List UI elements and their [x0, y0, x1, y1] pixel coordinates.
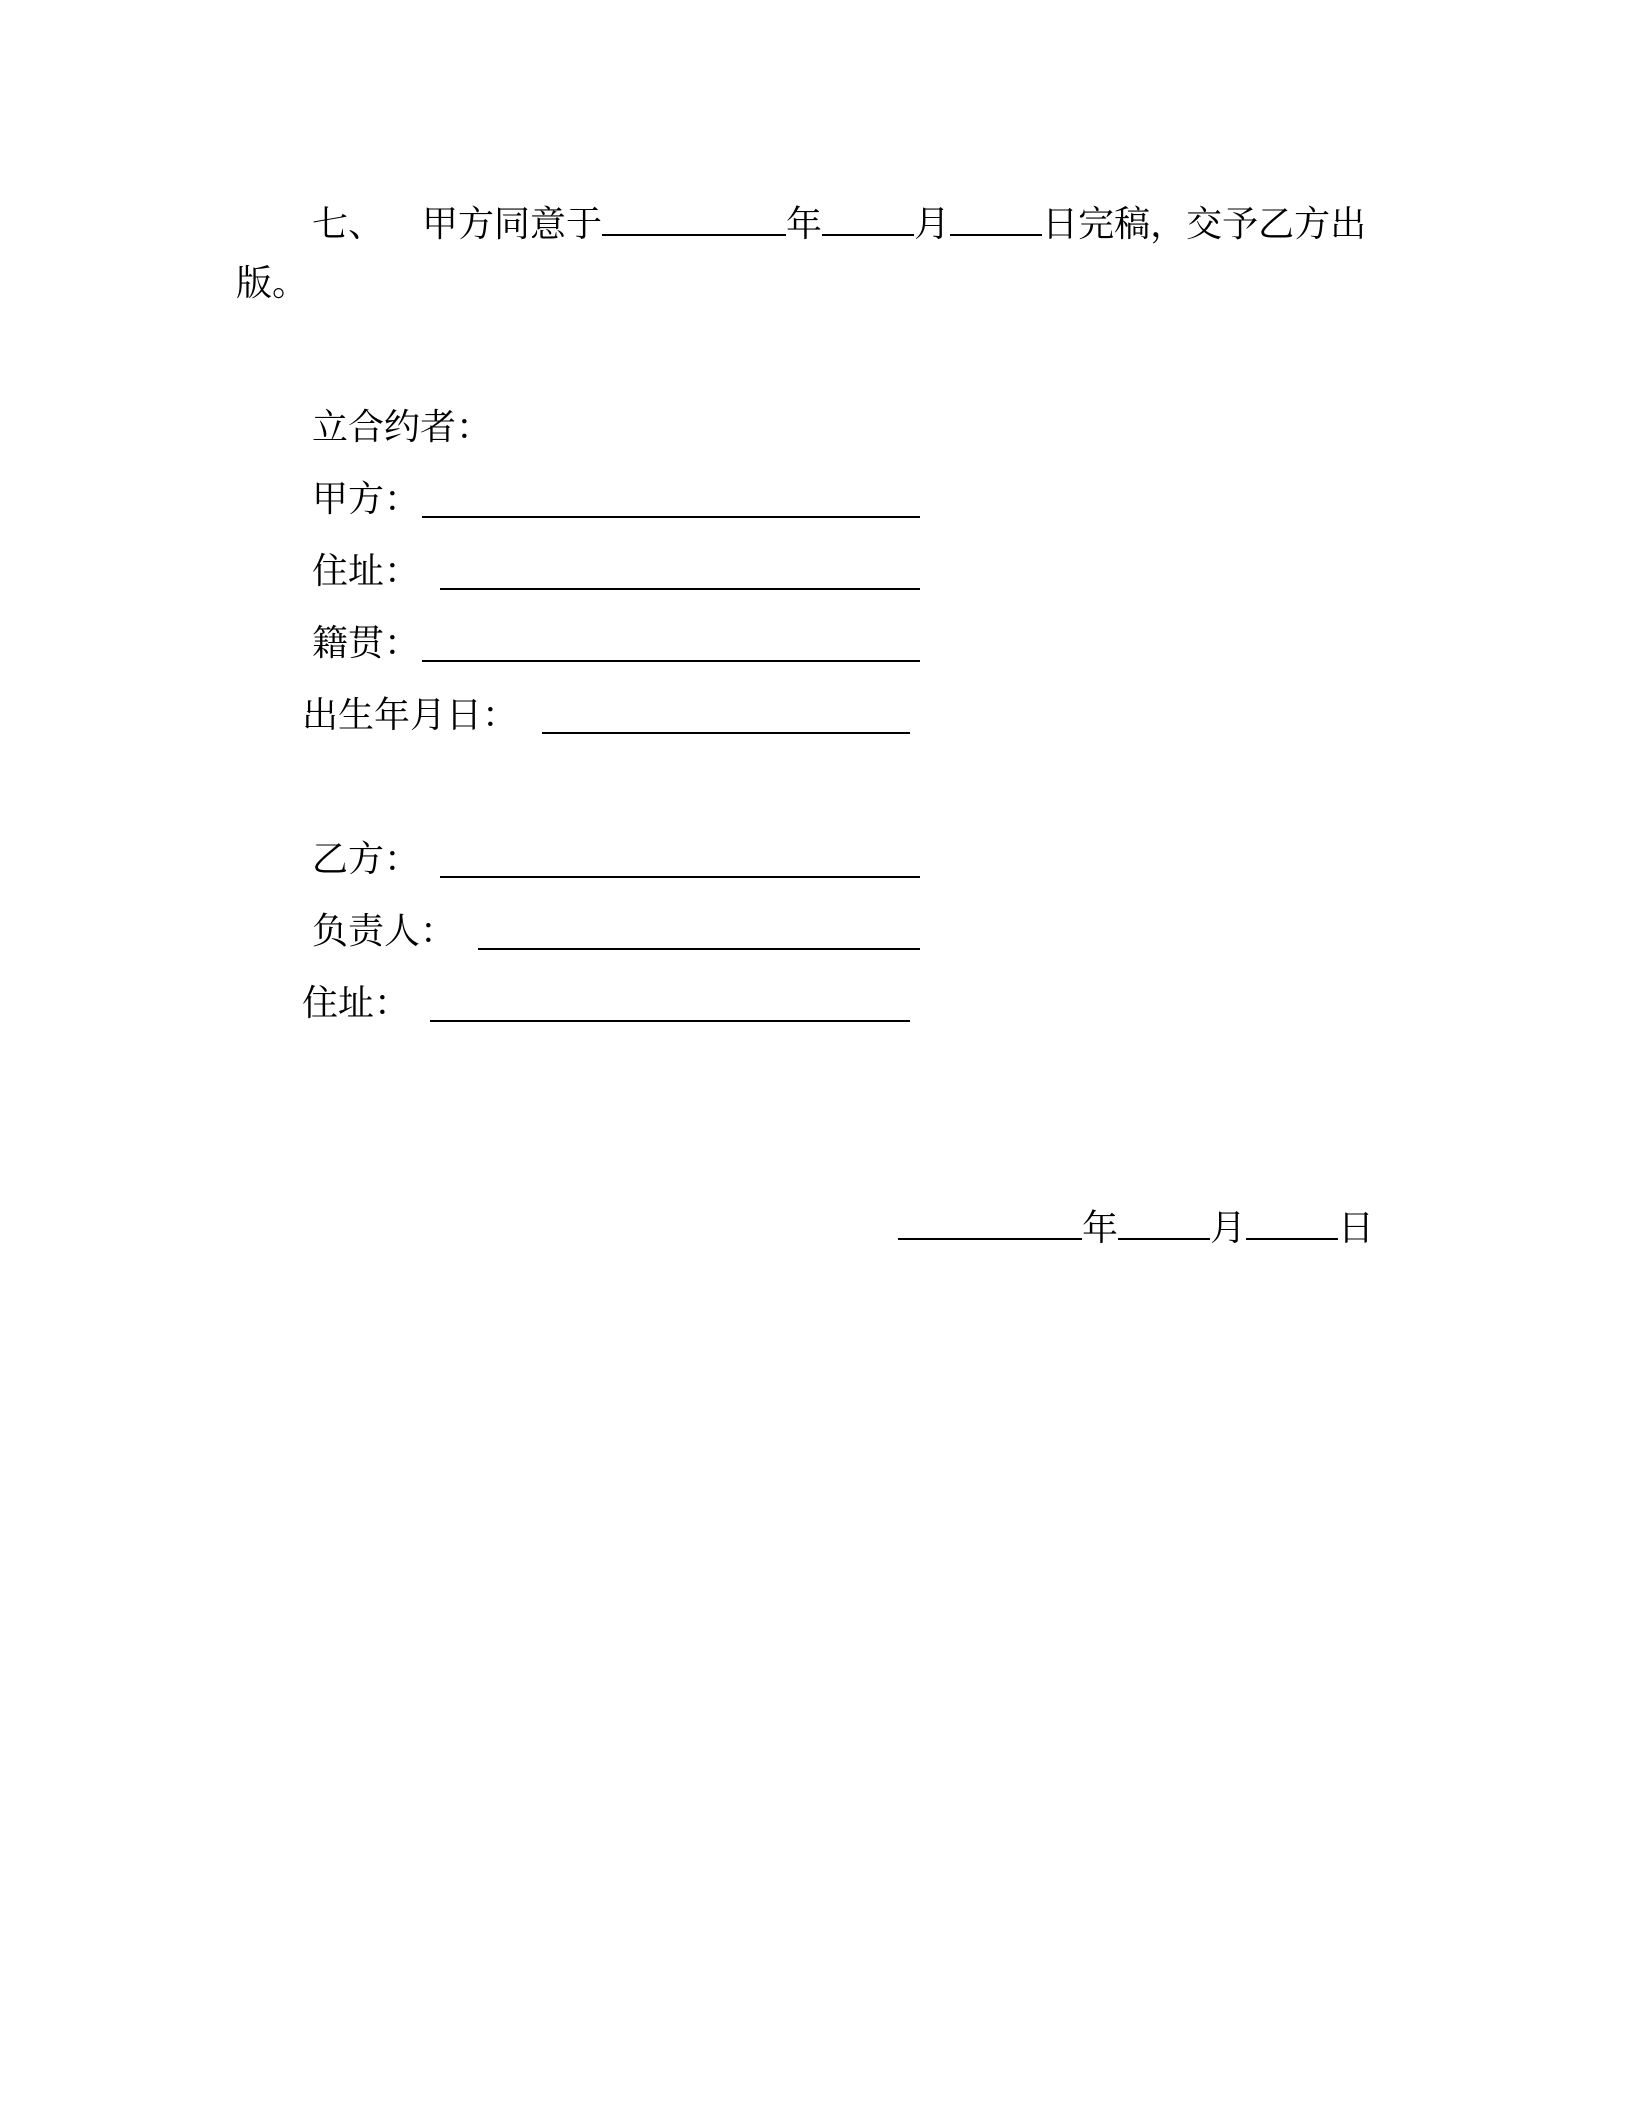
- date-year-blank[interactable]: [898, 1202, 1082, 1240]
- clause-text-b: 日完稿，交予乙方出: [1042, 204, 1367, 245]
- unit-year: 年: [786, 204, 823, 245]
- party-a-origin-label: 籍贯：: [312, 623, 421, 664]
- party-b-name-field[interactable]: [440, 876, 920, 878]
- party-a-birth-label: 出生年月日：: [302, 695, 519, 736]
- clause-number: 七、: [312, 204, 385, 245]
- party-b-person-label: 负责人：: [312, 911, 457, 952]
- party-a-address-label: 住址：: [312, 551, 421, 592]
- party-b-address-field[interactable]: [430, 1020, 910, 1022]
- year-blank[interactable]: [602, 198, 786, 236]
- date-line: [898, 1202, 1374, 1247]
- signatories-heading: 立合约者：: [312, 407, 493, 448]
- clause-text-a: 甲方同意于: [422, 204, 603, 245]
- party-a-name-label: 甲方：: [312, 479, 421, 520]
- party-a-birth-field[interactable]: [542, 732, 910, 734]
- party-a-name-field[interactable]: [422, 516, 920, 518]
- party-a-address-field[interactable]: [440, 588, 920, 590]
- party-b-address-label: 住址：: [302, 983, 411, 1024]
- party-b-person-field[interactable]: [478, 948, 920, 950]
- unit-month: 月: [914, 204, 951, 245]
- party-b-name-label: 乙方：: [312, 839, 421, 880]
- date-unit-day: 日: [1338, 1208, 1375, 1249]
- party-a-origin-field[interactable]: [422, 660, 920, 662]
- date-unit-month: 月: [1210, 1208, 1247, 1249]
- clause-7-line-1: [312, 198, 1366, 243]
- day-blank[interactable]: [950, 198, 1042, 236]
- date-month-blank[interactable]: [1118, 1202, 1210, 1240]
- clause-7-line-2: 版。: [236, 263, 309, 304]
- date-unit-year: 年: [1082, 1208, 1119, 1249]
- date-day-blank[interactable]: [1246, 1202, 1338, 1240]
- month-blank[interactable]: [822, 198, 914, 236]
